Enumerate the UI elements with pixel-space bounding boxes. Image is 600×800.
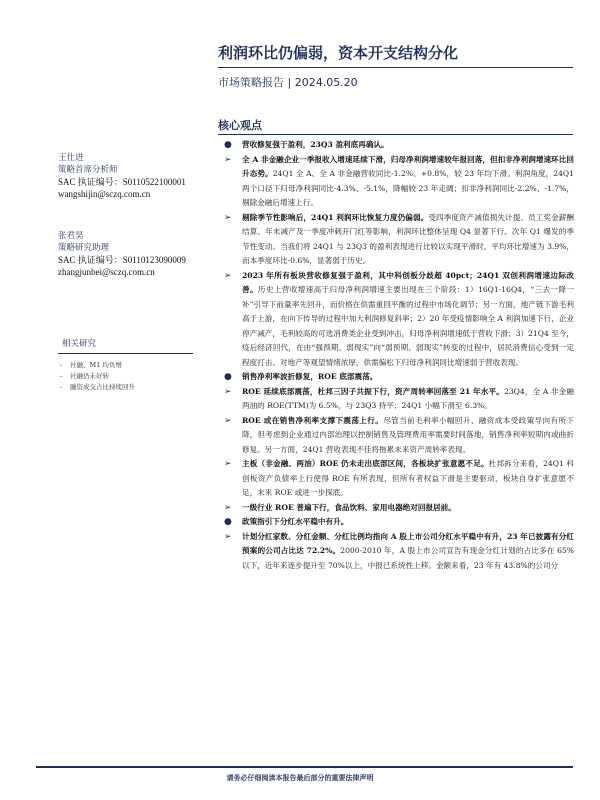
sub-point — [222, 153, 574, 211]
arrow-bullet-icon: ➢ — [224, 154, 232, 165]
analyst-email[interactable]: wangshijin@sczq.com.cn — [58, 189, 151, 199]
point-heading: 营收修复强于盈利，23Q3 盈利底再确认。 — [242, 140, 389, 149]
point-heading: 政策指引下分红水平稳中有升。 — [242, 517, 349, 526]
legal-notice: 请务必仔细阅读本报告最后部分的重要法律声明 — [226, 773, 374, 782]
point-heading: 主板（非金融、两油）ROE 仍未走出底部区间，各板块扩张意愿不足。 — [242, 459, 489, 468]
related-list — [58, 360, 198, 393]
related-research — [58, 337, 198, 393]
analyst-license: SAC 执证编号：S0110522100001 — [58, 177, 186, 187]
title-divider — [218, 67, 573, 68]
analyst-name: 王仕进 — [58, 153, 84, 163]
main-point — [222, 370, 574, 385]
footer-divider — [36, 766, 573, 768]
point-text: 2000-2010 年，A 股上市公司宣告有现金分红计划的占比多在 65%以下，近年来逐步提升至 70%以上，中报已系统性上移。金额来看，23 年有 43.8%的公司分 — [242, 546, 574, 570]
point-text: 23Q4，全 A 非金融两油的 ROE(TTM)为 6.5%，与 23Q3 持平；24Q1 小幅下滑至 6.3%。 — [242, 386, 574, 410]
report-subtitle: 市场策略报告 | 2024.05.20 — [218, 76, 358, 89]
main-point — [222, 138, 574, 153]
point-heading: 一级行业 ROE 普遍下行，食品饮料、家用电器绝对回报居前。 — [242, 502, 456, 512]
sub-point — [222, 414, 574, 458]
sub-point — [222, 457, 574, 501]
analyst-role: 策略首席分析师 — [58, 165, 118, 175]
arrow-bullet-icon: ➢ — [224, 386, 232, 397]
analyst-role: 策略研究助理 — [58, 243, 110, 253]
point-heading: 销售净利率波折修复，ROE 底部震荡。 — [242, 372, 378, 381]
bullet-icon: ● — [224, 372, 232, 382]
analyst-block — [58, 152, 186, 200]
sub-point — [222, 211, 574, 269]
point-heading: ROE 延续底部震荡，杜邦三因子共振下行，资产周转率回落至 21 年水平。 — [242, 386, 504, 396]
related-item[interactable]: - 融资成交占比持续回升 — [58, 382, 198, 393]
sub-point — [222, 385, 574, 414]
section-heading: 核心观点 — [218, 119, 262, 132]
arrow-bullet-icon: ➢ — [224, 502, 232, 513]
point-text: 尽管当前毛利率小幅回升、融资成本受政策导向有所下降，但考虑到企业通过内部治理以控制销售及管理费用率需要时间落地，销售净利率短期内或曲折修复。另一方面，24Q1 营收表现不佳将拖累未来资产周转率表现。 — [242, 415, 575, 454]
point-text: 受四季度资产减值损失计提、员工奖金薪酬结算、年末减产及一季度冲刺开门红等影响，利润环比整体呈现 Q4 显著下行、次年 Q1 爆发的季节性变动。当我们将 24Q1 与 23Q3 的盈利表现进行比较以实现平滑时，平均环比增速为 3.9%，而本季度环比-0.6%，显著弱于历史。 — [242, 212, 575, 265]
arrow-bullet-icon: ➢ — [224, 270, 232, 281]
main-point — [222, 515, 574, 530]
point-heading: 计划分红家数、分红金额、分红比例均指向 A 股上市公司分红水平稳中有升，23 年已披露有分红预案的公司占比达 72.2%。 — [242, 531, 574, 555]
sub-point — [222, 530, 574, 574]
analyst-license: SAC 执证编号：S0110123090009 — [58, 255, 186, 265]
bullet-icon: ● — [224, 517, 232, 527]
point-heading: 剔除季节性影响后，24Q1 利润环比恢复力度仍偏弱。 — [242, 212, 429, 222]
point-text: 杜邦拆分来看，24Q1 科创板资产负债率上行使得 ROE 有所表现，但所有者权益下滑是主要驱动，板块自身扩张意愿不足，未来 ROE 或进一步探底。 — [242, 459, 574, 497]
bullet-icon: ● — [224, 140, 232, 150]
arrow-bullet-icon: ➢ — [224, 212, 232, 223]
point-text: 历史上营收增速高于归母净利润增速主要出现在三个阶段：1）16Q1-16Q4，“三去一降一补”引导下前量率先回升，而价格在供需重回平衡的过程中市场化调节；另一方面，地产链下游毛利高于上游，在向下传导的过程中加大利润修复斜率；2）20 年受疫情影响全 A 利润加速下行，企业停产减产，毛利较高的可选消费类企业受到冲击，归母净利润增速低于营收下滑；3）21Q4 至今，疫后经济回代，在由“强预期、弱现实”向“弱预期、弱现实”转变的过程中，居民消费信心受到一定程度打击、对地产等观望情绪浓厚，供需偏松下归母净利润同比增速弱于营收表现。 — [242, 285, 575, 367]
sub-point — [222, 269, 574, 371]
report-title: 利润环比仍偏弱，资本开支结构分化 — [218, 44, 459, 62]
arrow-bullet-icon: ➢ — [224, 415, 232, 426]
key-points — [222, 138, 574, 573]
related-divider — [58, 353, 193, 354]
sub-point — [222, 501, 574, 516]
related-heading: 相关研究 — [62, 339, 97, 349]
related-item[interactable]: - 社融仍未好转 — [58, 371, 198, 382]
analyst-email[interactable]: zhangjunbei@sczq.com.cn — [58, 267, 155, 277]
related-item[interactable]: - 社融、M1 均负增 — [58, 360, 198, 371]
point-heading: 2023 年所有板块营收修复强于盈利，其中科创板分歧超 40pct；24Q1 双创利润增速边际改善。 — [242, 270, 574, 294]
arrow-bullet-icon: ➢ — [224, 459, 232, 469]
analyst-name: 张君昊 — [58, 231, 84, 241]
point-text: 24Q1 全 A、全 A 非金融营收同比-1.2%、+0.8%，较 23 年均下滑。利润角度，24Q1 两个口径下归母净利润同比-4.3%、-5.1%，降幅较 23 年走阔；扣非净利润同比-2.2%、-1.7%，剔除金融后增速上行。 — [242, 169, 574, 207]
point-heading: 全 A 非金融企业一季报收入增速延续下滑，归母净利润增速较年报回落，但扣非净利润增速环比回升态势。 — [242, 154, 574, 178]
arrow-bullet-icon: ➢ — [224, 531, 232, 542]
point-heading: ROE 或在销售净利率支撑下震荡上行。 — [242, 415, 384, 425]
analyst-block — [58, 230, 186, 278]
section-divider — [218, 134, 573, 135]
